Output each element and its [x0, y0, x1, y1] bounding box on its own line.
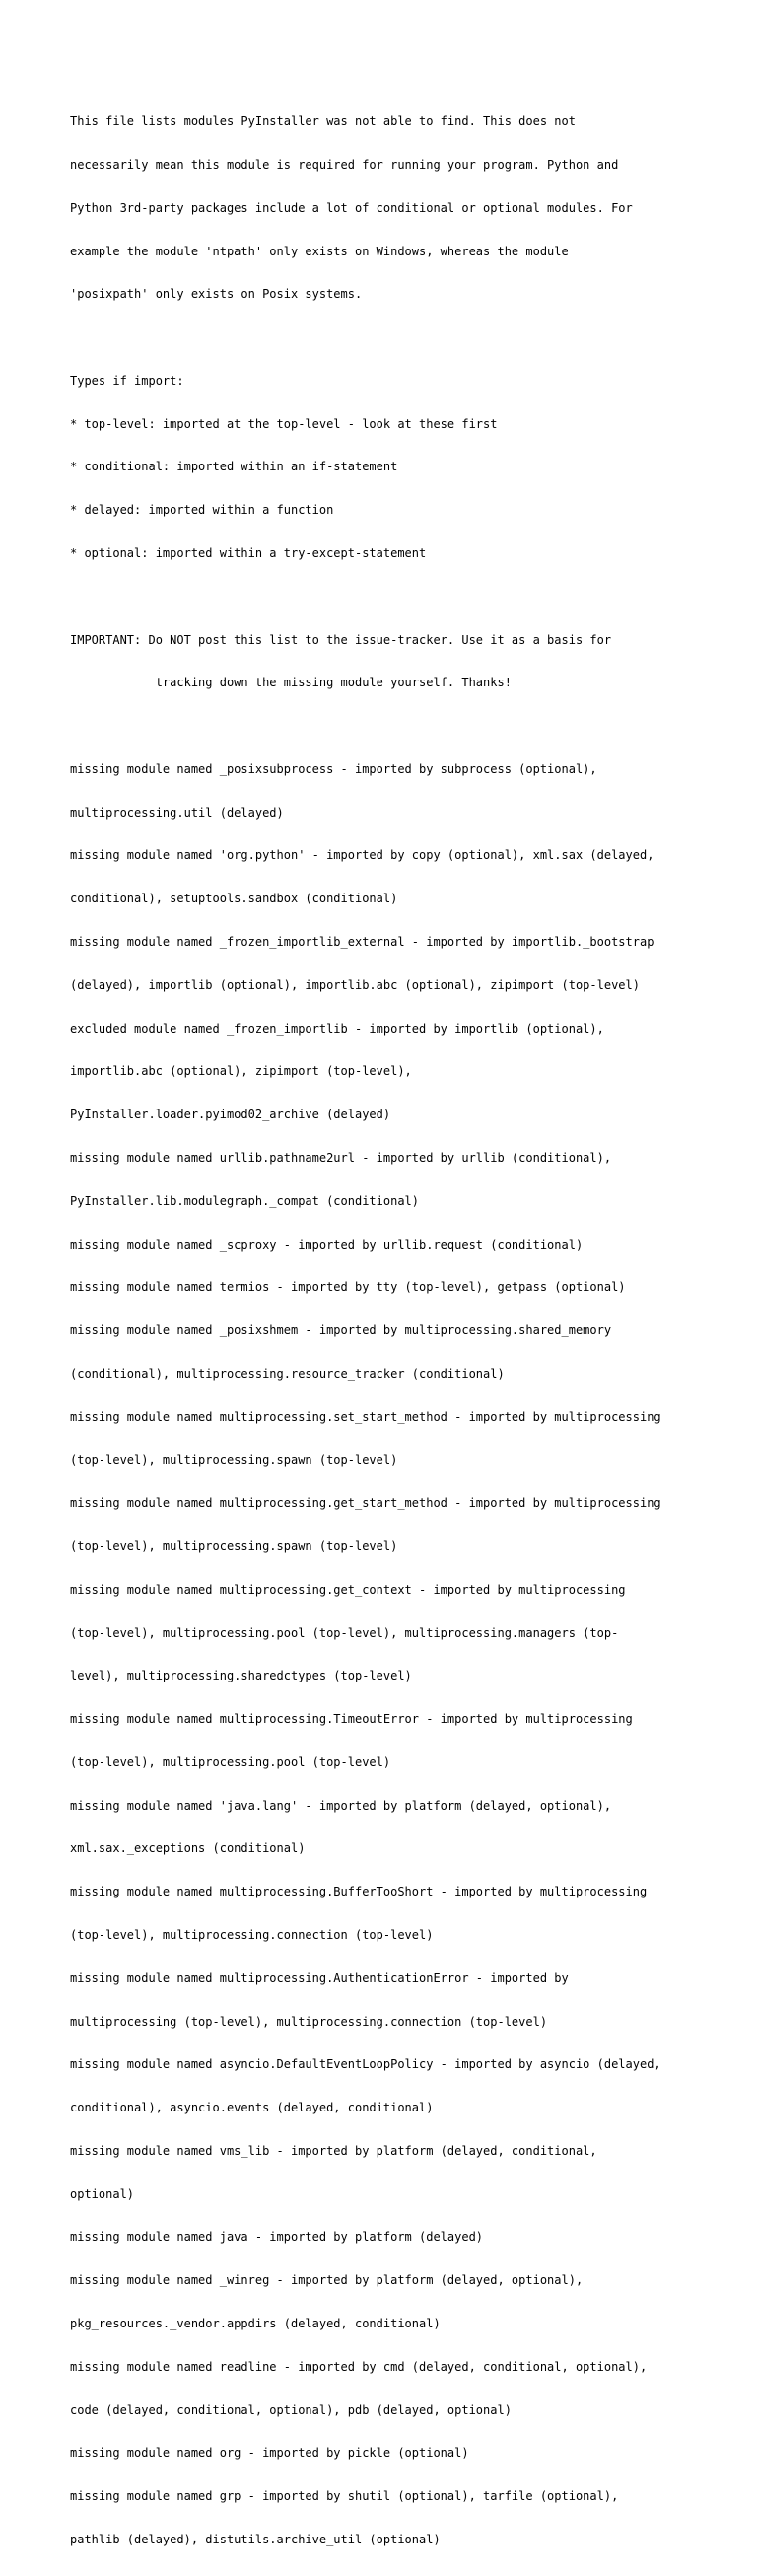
text-line: necessarily mean this module is required for running your program. Python and — [70, 157, 619, 172]
list-item: missing module named java - imported by platform (delayed) — [70, 2230, 484, 2245]
list-item: missing module named multiprocessing.TimeoutError - imported by multiprocessing — [70, 1712, 633, 1727]
import-types-list — [70, 345, 721, 590]
list-item: missing module named _scproxy - imported by urllib.request (conditional) — [70, 1237, 584, 1252]
list-item: missing module named termios - imported by tty (top-level), getpass (optional) — [70, 1280, 626, 1295]
list-item: * conditional: imported within an if-statement — [70, 460, 398, 474]
missing-modules-list — [70, 734, 721, 2576]
list-item: missing module named readline - imported by cmd (delayed, conditional, optional), — [70, 2359, 648, 2374]
text-line: tracking down the missing module yourself. Thanks! — [70, 676, 512, 690]
list-item: missing module named 'org.python' - imported by copy (optional), xml.sax (delayed, — [70, 848, 654, 863]
text-line: Python 3rd-party packages include a lot of conditional or optional modules. For — [70, 200, 633, 215]
list-item: (top-level), multiprocessing.pool (top-level) — [70, 1754, 391, 1769]
list-item: missing module named _posixsubprocess - imported by subprocess (optional), — [70, 761, 597, 776]
list-item: (top-level), multiprocessing.pool (top-level), multiprocessing.managers (top- — [70, 1625, 619, 1640]
list-item: optional) — [70, 2186, 135, 2201]
list-item: missing module named urllib.pathname2url - imported by urllib (conditional), — [70, 1150, 612, 1165]
list-item: conditional), setuptools.sandbox (conditional) — [70, 892, 398, 906]
intro-paragraph — [70, 86, 721, 330]
list-item: multiprocessing (top-level), multiprocessing.connection (top-level) — [70, 2014, 548, 2029]
list-item: missing module named vms_lib - imported by platform (delayed, conditional, — [70, 2143, 597, 2158]
list-item: (conditional), multiprocessing.resource_tracker (conditional) — [70, 1366, 505, 1381]
text-line: This file lists modules PyInstaller was not able to find. This does not — [70, 114, 576, 129]
text-line: example the module 'ntpath' only exists on Windows, whereas the module — [70, 244, 569, 258]
list-item: missing module named multiprocessing.BufferTooShort - imported by multiprocessing — [70, 1885, 648, 1899]
list-item: missing module named 'java.lang' - imported by platform (delayed, optional), — [70, 1798, 612, 1813]
paragraph-gap — [70, 330, 721, 345]
text-line: IMPORTANT: Do NOT post this list to the issue-tracker. Use it as a basis for — [70, 632, 612, 647]
list-item: (top-level), multiprocessing.spawn (top-level) — [70, 1453, 398, 1467]
list-item: pathlib (delayed), distutils.archive_util (optional) — [70, 2532, 441, 2546]
list-item: * optional: imported within a try-except-statement — [70, 546, 427, 560]
list-item: conditional), asyncio.events (delayed, conditional) — [70, 2101, 434, 2115]
list-item: missing module named asyncio.DefaultEventLoopPolicy - imported by asyncio (delayed, — [70, 2057, 661, 2072]
list-item: (top-level), multiprocessing.connection (top-level) — [70, 1928, 434, 1942]
list-item: xml.sax._exceptions (conditional) — [70, 1841, 306, 1856]
list-item: missing module named multiprocessing.AuthenticationError - imported by — [70, 1970, 569, 1985]
list-item: code (delayed, conditional, optional), pdb (delayed, optional) — [70, 2402, 512, 2417]
list-item: excluded module named _frozen_importlib - imported by importlib (optional), — [70, 1021, 604, 1036]
list-item: importlib.abc (optional), zipimport (top-level), — [70, 1064, 412, 1079]
paragraph-gap — [70, 590, 721, 605]
list-item: level), multiprocessing.sharedctypes (top-level) — [70, 1669, 412, 1683]
important-notice — [70, 604, 721, 719]
text-line: 'posixpath' only exists on Posix systems. — [70, 287, 363, 302]
list-item: missing module named multiprocessing.get_start_method - imported by multiprocessing — [70, 1496, 661, 1511]
list-item: missing module named multiprocessing.set_start_method - imported by multiprocessing — [70, 1409, 661, 1424]
text-line: Types if import: — [70, 373, 184, 388]
list-item: pkg_resources._vendor.appdirs (delayed, conditional) — [70, 2317, 441, 2331]
paragraph-gap — [70, 719, 721, 734]
list-item: (delayed), importlib (optional), importlib.abc (optional), zipimport (top-level) — [70, 977, 640, 992]
document-page — [70, 86, 721, 2576]
list-item: missing module named _frozen_importlib_external - imported by importlib._bootstrap — [70, 935, 654, 950]
list-item: PyInstaller.loader.pyimod02_archive (delayed) — [70, 1108, 391, 1122]
list-item: missing module named _winreg - imported by platform (delayed, optional), — [70, 2273, 584, 2288]
list-item: (top-level), multiprocessing.spawn (top-level) — [70, 1538, 398, 1553]
list-item: missing module named org - imported by pickle (optional) — [70, 2446, 469, 2461]
list-item: missing module named grp - imported by shutil (optional), tarfile (optional), — [70, 2489, 619, 2504]
list-item: * top-level: imported at the top-level - look at these first — [70, 416, 498, 431]
list-item: PyInstaller.lib.modulegraph._compat (conditional) — [70, 1193, 420, 1208]
list-item: * delayed: imported within a function — [70, 503, 334, 518]
list-item: missing module named _posixshmem - imported by multiprocessing.shared_memory — [70, 1324, 612, 1338]
list-item: multiprocessing.util (delayed) — [70, 805, 284, 820]
list-item: missing module named multiprocessing.get_context - imported by multiprocessing — [70, 1582, 626, 1597]
